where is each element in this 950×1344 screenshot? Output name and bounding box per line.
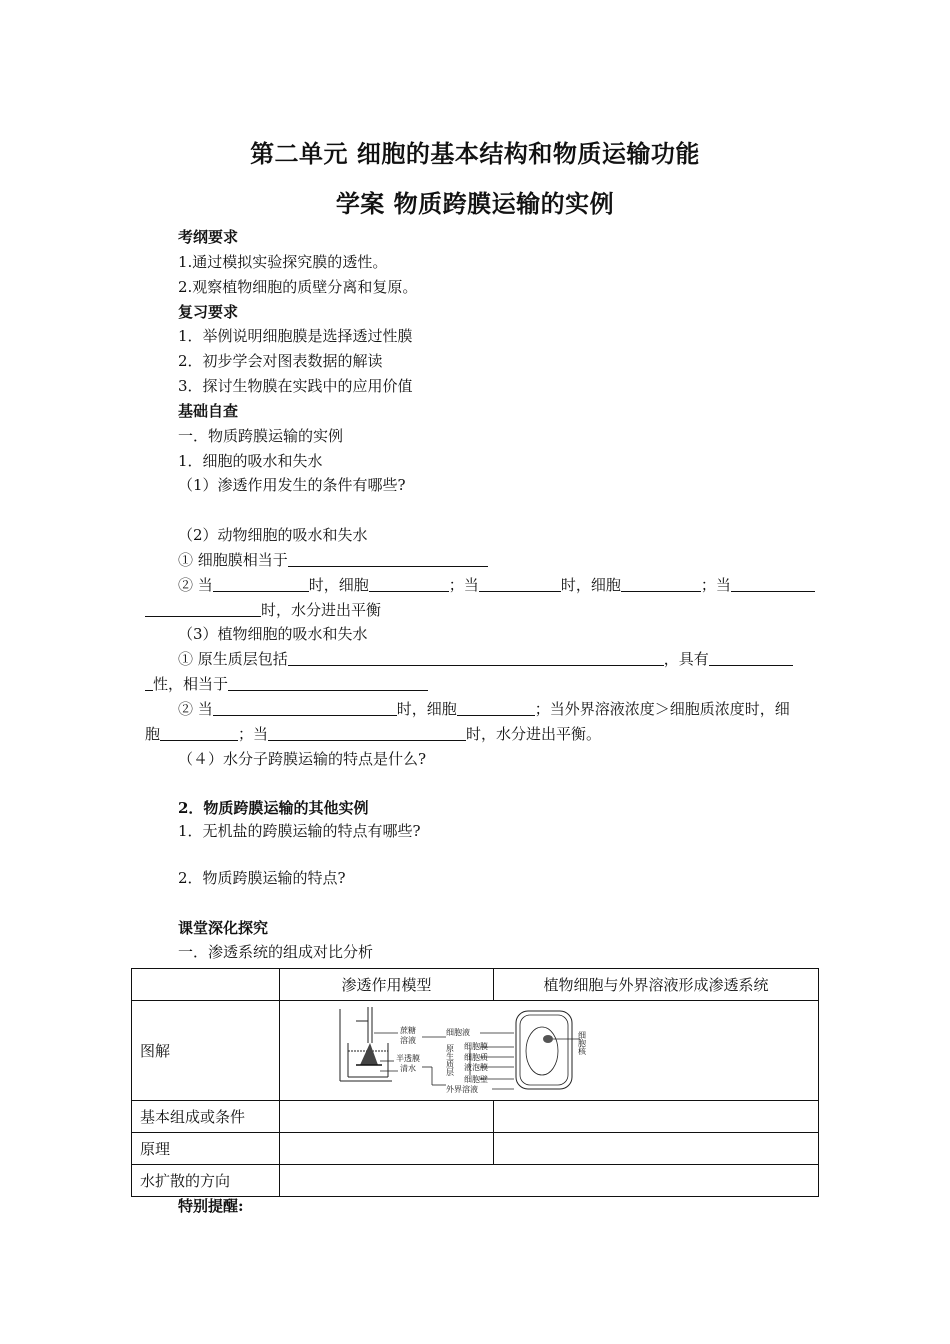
text: 胞 (145, 725, 161, 743)
fill-line-3b (145, 674, 428, 694)
plant-cell-drawing (516, 1011, 580, 1089)
answer-blank[interactable] (709, 649, 793, 666)
syllabus-item: 1.通过模拟实验探究膜的透性。 (178, 253, 388, 271)
question-1: （1）渗透作用发生的条件有哪些? (178, 476, 406, 494)
syllabus-item: 2.观察植物细胞的质壁分离和复原。 (178, 278, 418, 296)
label-cell-sap: 细胞液 (446, 1027, 470, 1037)
review-item: 2．初步学会对图表数据的解读 (178, 352, 383, 370)
text: ① 细胞膜相当于 (178, 551, 288, 569)
special-reminder: 特别提醒: (178, 1197, 244, 1215)
inquiry-heading: 课堂深化探究 (178, 919, 269, 937)
fill-line-2b (178, 575, 815, 595)
answer-blank[interactable] (731, 575, 815, 592)
table-header-row (132, 969, 819, 1001)
answer-blank[interactable] (213, 699, 397, 716)
text: ；当外界溶液浓度＞细胞质浓度时，细 (534, 700, 790, 718)
osmometer-apparatus (340, 1007, 392, 1081)
text: ，具有 (663, 650, 709, 668)
row-label: 基本组成或条件 (132, 1101, 280, 1133)
text: ；当 (700, 576, 731, 594)
answer-blank[interactable] (268, 724, 466, 741)
answer-blank[interactable] (145, 600, 261, 617)
osmosis-diagram (334, 1003, 764, 1099)
answer-blank[interactable] (228, 674, 428, 691)
question-4: （４）水分子跨膜运输的特点是什么? (178, 750, 427, 768)
text: ① 原生质层包括 (178, 650, 288, 668)
answer-blank[interactable] (288, 649, 664, 666)
subsection-heading: 1．细胞的吸水和失水 (178, 452, 323, 470)
osmosis-comparison-table (131, 968, 819, 1197)
text: ；当 (238, 725, 269, 743)
label-water: 清水 (400, 1063, 416, 1073)
answer-cell[interactable] (280, 1165, 819, 1197)
text: 时，水分进出平衡 (261, 601, 382, 619)
label-membrane: 半透膜 (396, 1053, 420, 1063)
answer-blank[interactable] (160, 724, 238, 741)
table-row (132, 1001, 819, 1101)
question: 1．无机盐的跨膜运输的特点有哪些? (178, 822, 421, 840)
text: 时，细胞 (396, 700, 457, 718)
answer-blank[interactable] (145, 674, 153, 691)
unit-title: 第二单元 细胞的基本结构和物质运输功能 (250, 139, 700, 168)
text: ② 当 (178, 700, 213, 718)
label-protoplast: 层 (446, 1067, 454, 1077)
text: 性，相当于 (153, 675, 229, 693)
syllabus-heading: 考纲要求 (178, 228, 239, 246)
section-heading: 一．物质跨膜运输的实例 (178, 427, 344, 445)
row-label: 水扩散的方向 (132, 1165, 280, 1197)
section-heading: 一．渗透系统的组成对比分析 (178, 943, 374, 961)
label-cell-wall: 细胞壁 (464, 1074, 488, 1084)
text: 时，细胞 (560, 576, 621, 594)
label-outside-solution: 外界溶液 (446, 1084, 478, 1094)
fill-line-3d (145, 724, 601, 744)
review-heading: 复习要求 (178, 303, 239, 321)
answer-cell[interactable] (494, 1101, 819, 1133)
fill-line-3a (178, 649, 793, 669)
answer-cell[interactable] (494, 1133, 819, 1165)
text: ；当 (448, 576, 479, 594)
label-cytoplasm: 细胞质 (464, 1052, 488, 1062)
fill-line-3c (178, 699, 790, 719)
row-label: 原理 (132, 1133, 280, 1165)
text: 时，水分进出平衡。 (466, 725, 602, 743)
lesson-title: 学案 物质跨膜运输的实例 (335, 189, 615, 218)
text: ② 当 (178, 576, 213, 594)
row-label: 图解 (132, 1001, 280, 1101)
review-item: 1．举例说明细胞膜是选择透过性膜 (178, 327, 413, 345)
answer-blank[interactable] (369, 575, 449, 592)
answer-blank[interactable] (479, 575, 561, 592)
table-row (132, 1133, 819, 1165)
label-cell-membrane: 细胞膜 (464, 1041, 488, 1051)
text: 时，细胞 (308, 576, 369, 594)
label-vacuole-membrane: 液泡膜 (464, 1062, 488, 1072)
diagram-cell (280, 1001, 819, 1101)
fill-line-2c (145, 600, 381, 620)
label-nucleus: 细胞核 (577, 1030, 587, 1055)
funnel (360, 1043, 378, 1065)
label-protoplast: 质 (446, 1059, 454, 1069)
basics-heading: 基础自查 (178, 402, 239, 420)
leader-lines (374, 1033, 514, 1089)
table-row (132, 1101, 819, 1133)
question-2: （2）动物细胞的吸水和失水 (178, 526, 368, 544)
answer-cell[interactable] (280, 1133, 494, 1165)
question-3: （3）植物细胞的吸水和失水 (178, 625, 368, 643)
header-cell (132, 969, 280, 1001)
nucleus (543, 1035, 553, 1043)
header-cell: 植物细胞与外界溶液形成渗透系统 (494, 969, 819, 1001)
label-sucrose: 蔗糖 (400, 1025, 416, 1035)
section-heading: 2．物质跨膜运输的其他实例 (178, 799, 369, 817)
label-protoplast: 生 (446, 1051, 454, 1061)
answer-blank[interactable] (621, 575, 701, 592)
header-cell: 渗透作用模型 (280, 969, 494, 1001)
table-row (132, 1165, 819, 1197)
answer-cell[interactable] (280, 1101, 494, 1133)
label-solution: 溶液 (400, 1035, 416, 1045)
fill-line-2a (178, 550, 488, 570)
answer-blank[interactable] (213, 575, 309, 592)
question: 2．物质跨膜运输的特点? (178, 869, 346, 887)
review-item: 3．探讨生物膜在实践中的应用价值 (178, 377, 413, 395)
answer-blank[interactable] (288, 550, 488, 567)
answer-blank[interactable] (457, 699, 535, 716)
label-protoplast: 原 (446, 1043, 454, 1053)
